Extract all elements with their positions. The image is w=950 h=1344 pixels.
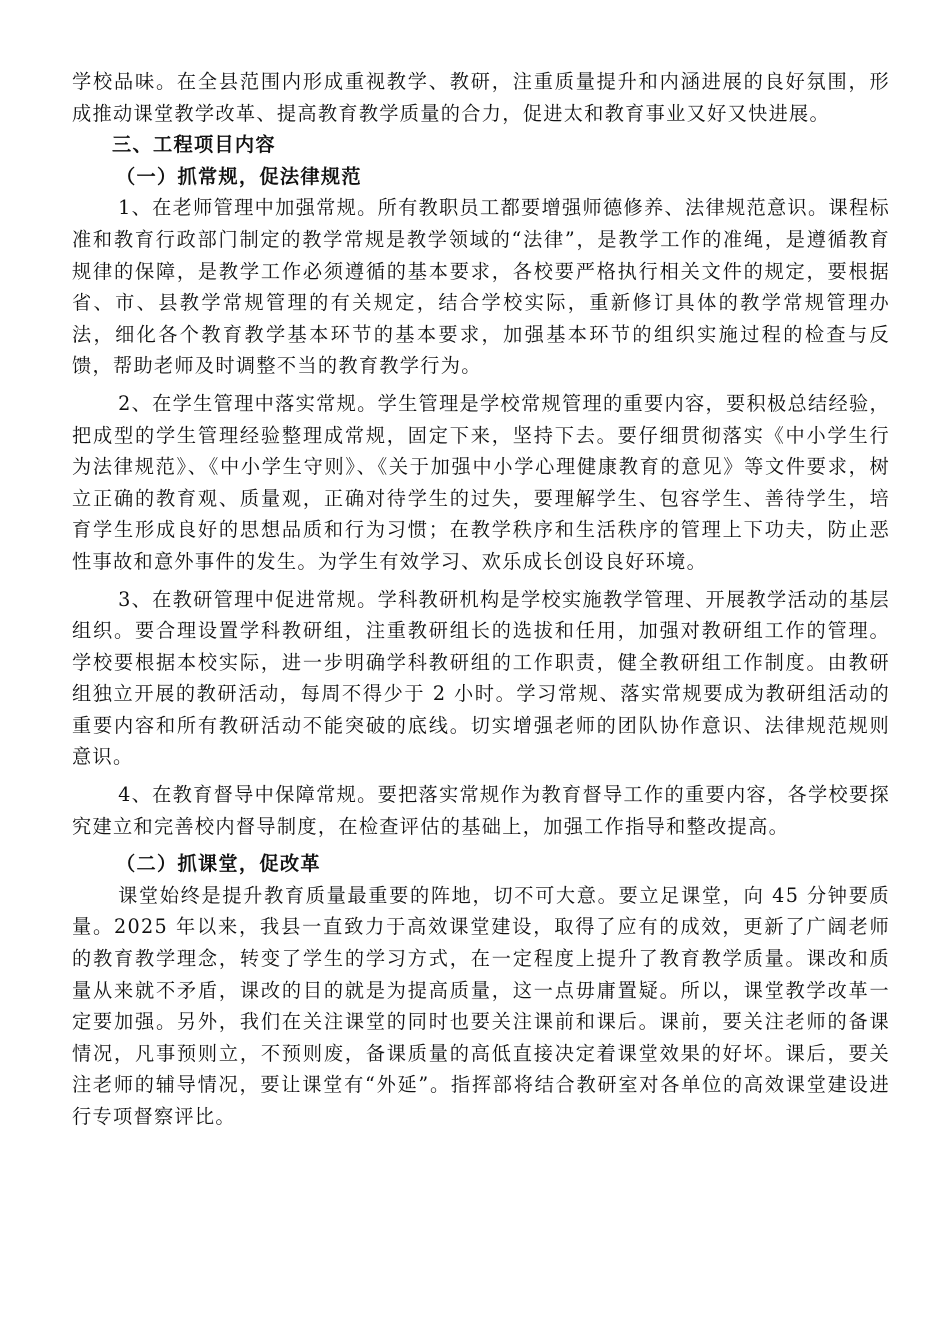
section-heading: 三、工程项目内容 bbox=[112, 133, 276, 157]
subsection-1-item-4: 4、在教育督导中保障常规。要把落实常规作为教育督导工作的重要内容，各学校要探究建立和完善校内督导制度，在检查评估的基础上，加强工作指导和整改提高。 bbox=[72, 783, 890, 838]
subsection-1-item-1: 1、在老师管理中加强常规。所有教职员工都要增强师德修养、法律规范意识。课程标准和教育行政部门制定的教学常规是教学领域的“法律”，是教学工作的准绳，是遵循教育规律的保障，是教学工作必须遵循的基本要求，各校要严格执行相关文件的规定，要根据省、市、县教学常规管理的有关规定，结合学校实际，重新修订具体的教学常规管理办法，细化各个教育教学基本环节的基本要求，加强基本环节的组织实施过程的检查与反馈，帮助老师及时调整不当的教育教学行为。 bbox=[72, 196, 890, 378]
intro-paragraph: 学校品味。在全县范围内形成重视教学、教研，注重质量提升和内涵进展的良好氛围，形成推动课堂教学改革、提高教育教学质量的合力，促进太和教育事业又好又快进展。 bbox=[72, 70, 890, 125]
subsection-2-paragraph: 课堂始终是提升教育质量最重要的阵地，切不可大意。要立足课堂，向 45 分钟要质量。2025 年以来，我县一直致力于高效课堂建设，取得了应有的成效，更新了广阔老师的教育教学理念，转变了学生的学习方式，在一定程度上提升了教育教学质量。课改和质量从来就不矛盾，课改的目的就是为提高质量，这一点毋庸置疑。所以，课堂教学改革一定要加强。另外，我们在关注课堂的同时也要关注课前和课后。课前，要关注老师的备课情况，凡事预则立，不预则废，备课质量的高低直接决定着课堂效果的好坏。课后，要关注老师的辅导情况，要让课堂有“外延”。指挥部将结合教研室对各单位的高效课堂建设进行专项督察评比。 bbox=[72, 883, 890, 1128]
subsection-1-item-3: 3、在教研管理中促进常规。学科教研机构是学校实施教学管理、开展教学活动的基层组织。要合理设置学科教研组，注重教研组长的选拔和任用，加强对教研组工作的管理。学校要根据本校实际，进一步明确学科教研组的工作职责，健全教研组工作制度。由教研组独立开展的教研活动，每周不得少于 2 小时。学习常规、落实常规要成为教研组活动的重要内容和所有教研活动不能突破的底线。切实增强老师的团队协作意识、法律规范规则意识。 bbox=[72, 587, 890, 769]
subsection-1-item-2: 2、在学生管理中落实常规。学生管理是学校常规管理的重要内容，要积极总结经验，把成型的学生管理经验整理成常规，固定下来，坚持下去。要仔细贯彻落实《中小学生行为法律规范》、《中小学生守则》、《关于加强中小学心理健康教育的意见》等文件要求，树立正确的教育观、质量观，正确对待学生的过失，要理解学生、包容学生、善待学生，培育学生形成良好的思想品质和行为习惯；在教学秩序和生活秩序的管理上下功夫，防止恶性事故和意外事件的发生。为学生有效学习、欢乐成长创设良好环境。 bbox=[72, 391, 890, 573]
subsection-1-heading: （一）抓常规，促法律规范 bbox=[116, 164, 362, 188]
subsection-2-heading: （二）抓课堂，促改革 bbox=[116, 852, 321, 876]
document-page bbox=[72, 66, 890, 1133]
